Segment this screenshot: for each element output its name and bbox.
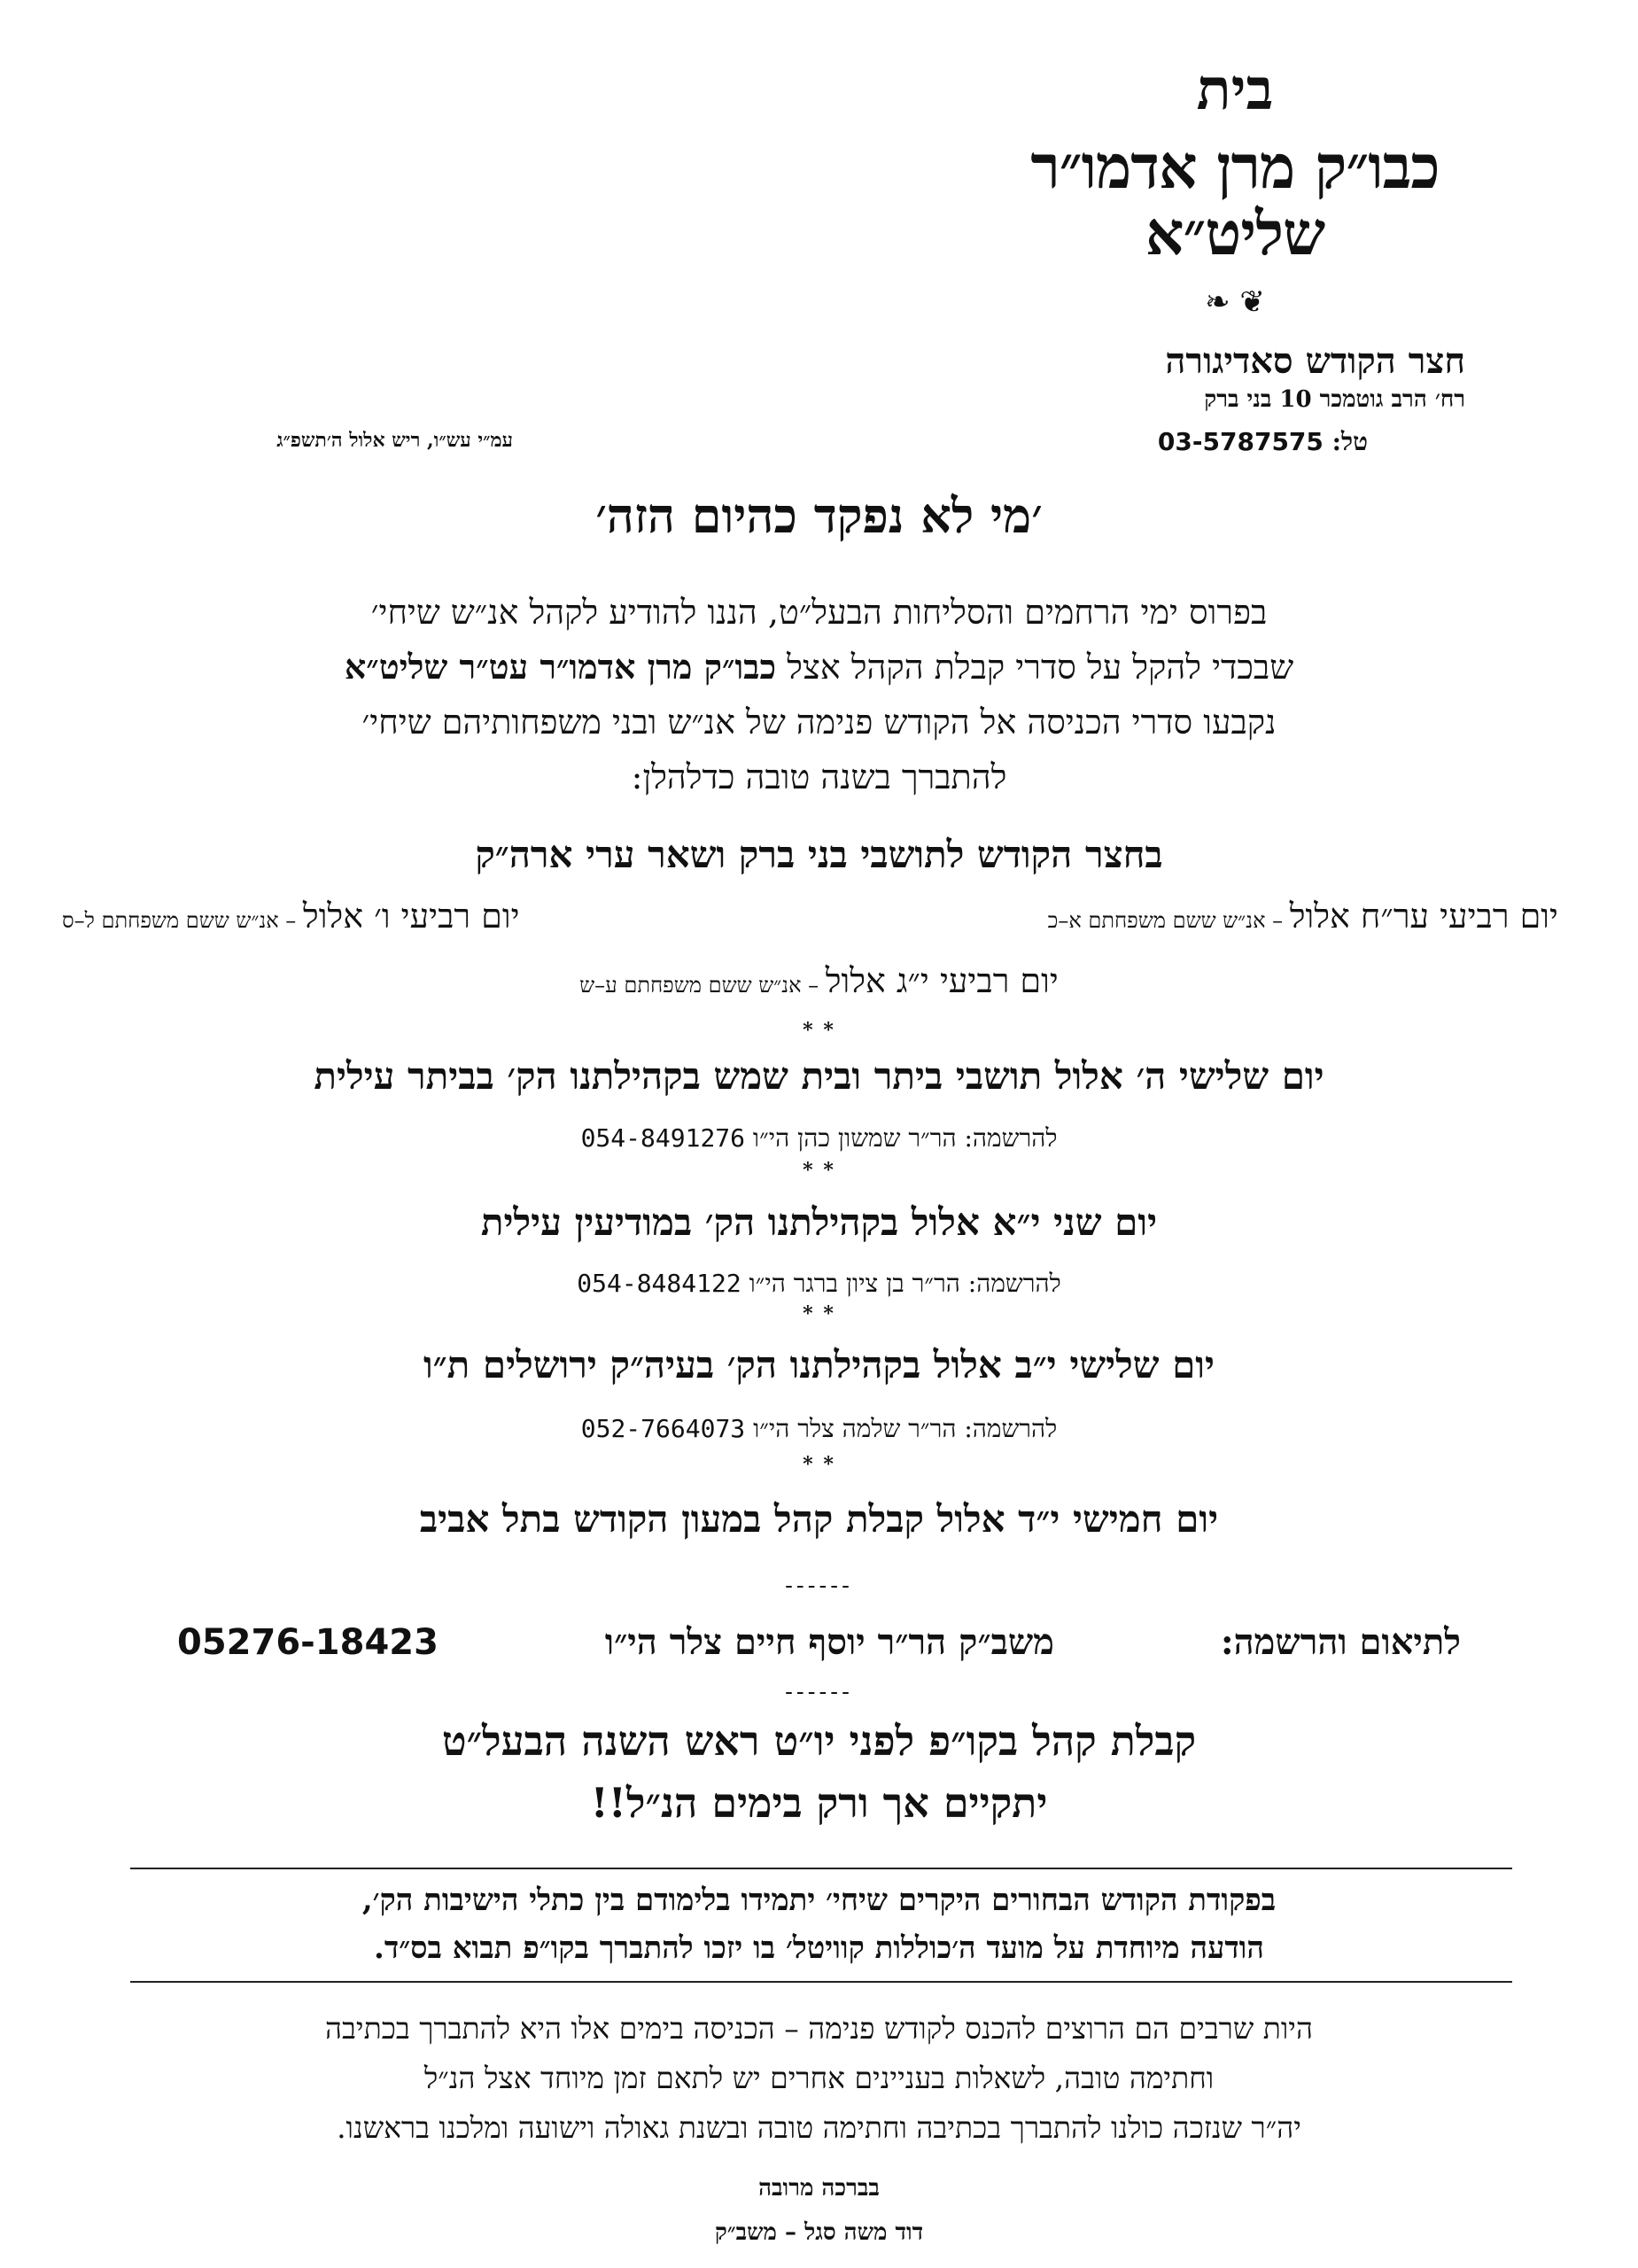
letterhead-phone-label: טל: — [1331, 426, 1368, 456]
schedule-day-3-note: – אנ״ש ששם משפחתם ע–ש — [579, 973, 826, 998]
letterhead-rebbe-title: כבו״ק מרן אדמו״ר שליט״א — [1030, 132, 1440, 269]
modiin-registration-label: להרשמה: הר״ר בן ציון ברגר הי״ו — [749, 1269, 1061, 1298]
divider — [130, 1981, 1512, 1983]
modiin-registration — [53, 1269, 1585, 1299]
intro-line-2 — [53, 640, 1585, 695]
modiin-registration-phone: 054-8484122 — [577, 1269, 741, 1298]
separator-stars: * * — [803, 1019, 835, 1042]
jerusalem-registration-label: להרשמה: הר״ר שלמה צלר הי״ו — [753, 1414, 1058, 1443]
signature: דוד משה סגל – משב״ק — [714, 2219, 924, 2246]
intro-rebbe-name: כבו״ק מרן אדמו״ר עט״ר שליט״א — [344, 647, 777, 687]
coordination-label: לתיאום והרשמה: — [1220, 1621, 1461, 1663]
letterhead-beit: בית — [1196, 57, 1274, 123]
closing-line-1: היות שרבים הם הרוצים להכנס לקודש פנימה – הכניסה בימים אלו היא להתברך בכתיבה — [325, 2011, 1313, 2046]
yeshiva-notice-line-1: בפקודת הקודש הבחורים היקרים שיחי׳ יתמידו בלימודם בין כתלי הישיבות הק׳, — [361, 1883, 1277, 1918]
letterhead-phone — [969, 426, 1501, 458]
modiin-event: יום שני י״א אלול בקהילתנו הק׳ במודיעין עילית — [480, 1200, 1158, 1244]
coordination-phone: 05276-18423 — [177, 1622, 439, 1663]
bnei-brak-heading: בחצר הקודש לתושבי בני ברק ושאר ערי ארה״ק — [475, 833, 1163, 876]
letterhead-court-name: חצר הקודש סאדיגורה — [1165, 339, 1465, 382]
schedule-day-1-date: יום רביעי ער״ח אלול — [1289, 897, 1558, 936]
schedule-day-2 — [62, 897, 520, 936]
coordination-line — [177, 1621, 1461, 1663]
rosh-hashana-notice — [53, 1710, 1585, 1834]
yeshiva-notice-line-2: הודעה מיוחדת על מועד ה׳כוללות קוויטל׳ בו יזכו להתברך בקו״פ תבוא בס״ד. — [374, 1930, 1264, 1966]
schedule-day-2-date: יום רביעי ו׳ אלול — [302, 897, 520, 936]
separator-stars: * * — [803, 1302, 835, 1325]
schedule-day-1-note: – אנ״ש ששם משפחתם א–כ — [1047, 908, 1290, 933]
intro-line-2-text: שבכדי להקל על סדרי קבלת הקהל אצל — [776, 648, 1294, 687]
separator-dashes: ------ — [785, 1679, 853, 1705]
beitar-registration — [53, 1123, 1585, 1153]
letterhead-phone-number: 03-5787575 — [1157, 426, 1324, 456]
intro-line-4: להתברך בשנה טובה כדלהלן: — [631, 757, 1007, 796]
schedule-day-3 — [53, 961, 1585, 1001]
schedule-day-1 — [1048, 897, 1558, 936]
separator-dashes: ------ — [785, 1573, 853, 1599]
yeshiva-notice — [133, 1876, 1505, 1972]
letterhead-address: רח׳ הרב גוטמכר 10 בני ברק — [1204, 385, 1465, 413]
separator-stars: * * — [803, 1453, 835, 1476]
schedule-day-3-date: יום רביעי י״ג אלול — [825, 961, 1059, 1000]
letterhead — [969, 57, 1501, 458]
intro-line-3: נקבעו סדרי הכניסה אל הקודש פנימה של אנ״ש ובני משפחותיהם שיחי׳ — [361, 703, 1277, 742]
tel-aviv-event: יום חמישי י״ד אלול קבלת קהל במעון הקודש בתל אביב — [419, 1497, 1219, 1541]
separator-stars: * * — [803, 1159, 835, 1182]
jerusalem-event: יום שלישי י״ב אלול בקהילתנו הק׳ בעיה״ק ירושלים ת״ו — [423, 1343, 1215, 1386]
bnei-brak-days-row — [62, 897, 1558, 936]
ornament-icon: ❦ ❧ — [1205, 284, 1265, 320]
beitar-registration-phone: 054-8491276 — [580, 1123, 746, 1153]
intro-paragraph — [53, 585, 1585, 804]
blessing: בברכה מרובה — [758, 2175, 880, 2202]
coordination-person: משב״ק הר״ר יוסף חיים צלר הי״ו — [604, 1621, 1054, 1663]
beitar-event: יום שלישי ה׳ אלול תושבי ביתר ובית שמש בקהילתנו הק׳ בביתר עילית — [314, 1054, 1324, 1098]
date-line: עמ״י עש״ו, ריש אלול ה׳תשפ״ג — [276, 429, 513, 452]
rosh-hashana-line-2: יתקיים אך ורק בימים הנ״ל!! — [590, 1779, 1048, 1827]
closing-line-2: וחתימה טובה, לשאלות בעניינים אחרים יש לתאם זמן מיוחד אצל הנ״ל — [423, 2061, 1215, 2095]
beitar-registration-label: להרשמה: הר״ר שמשון כהן הי״ו — [752, 1123, 1058, 1153]
jerusalem-registration — [53, 1414, 1585, 1444]
page-title: ׳מי לא נפקד כהיום הזה׳ — [595, 487, 1043, 544]
closing-line-3: יה״ר שנזכה כולנו להתברך בכתיבה וחתימה טובה ובשנת גאולה וישועה ומלכנו בראשנו. — [337, 2110, 1301, 2145]
intro-line-1: בפרוס ימי הרחמים והסליחות הבעל״ט, הננו להודיע לקהל אנ״ש שיחי׳ — [370, 593, 1268, 632]
divider — [130, 1868, 1512, 1869]
closing-paragraph — [133, 2004, 1505, 2153]
rosh-hashana-line-1: קבלת קהל בקו״פ לפני יו״ט ראש השנה הבעל״ט — [441, 1717, 1197, 1765]
jerusalem-registration-phone: 052-7664073 — [580, 1414, 746, 1443]
schedule-day-2-note: – אנ״ש ששם משפחתם ל–ס — [62, 908, 303, 933]
